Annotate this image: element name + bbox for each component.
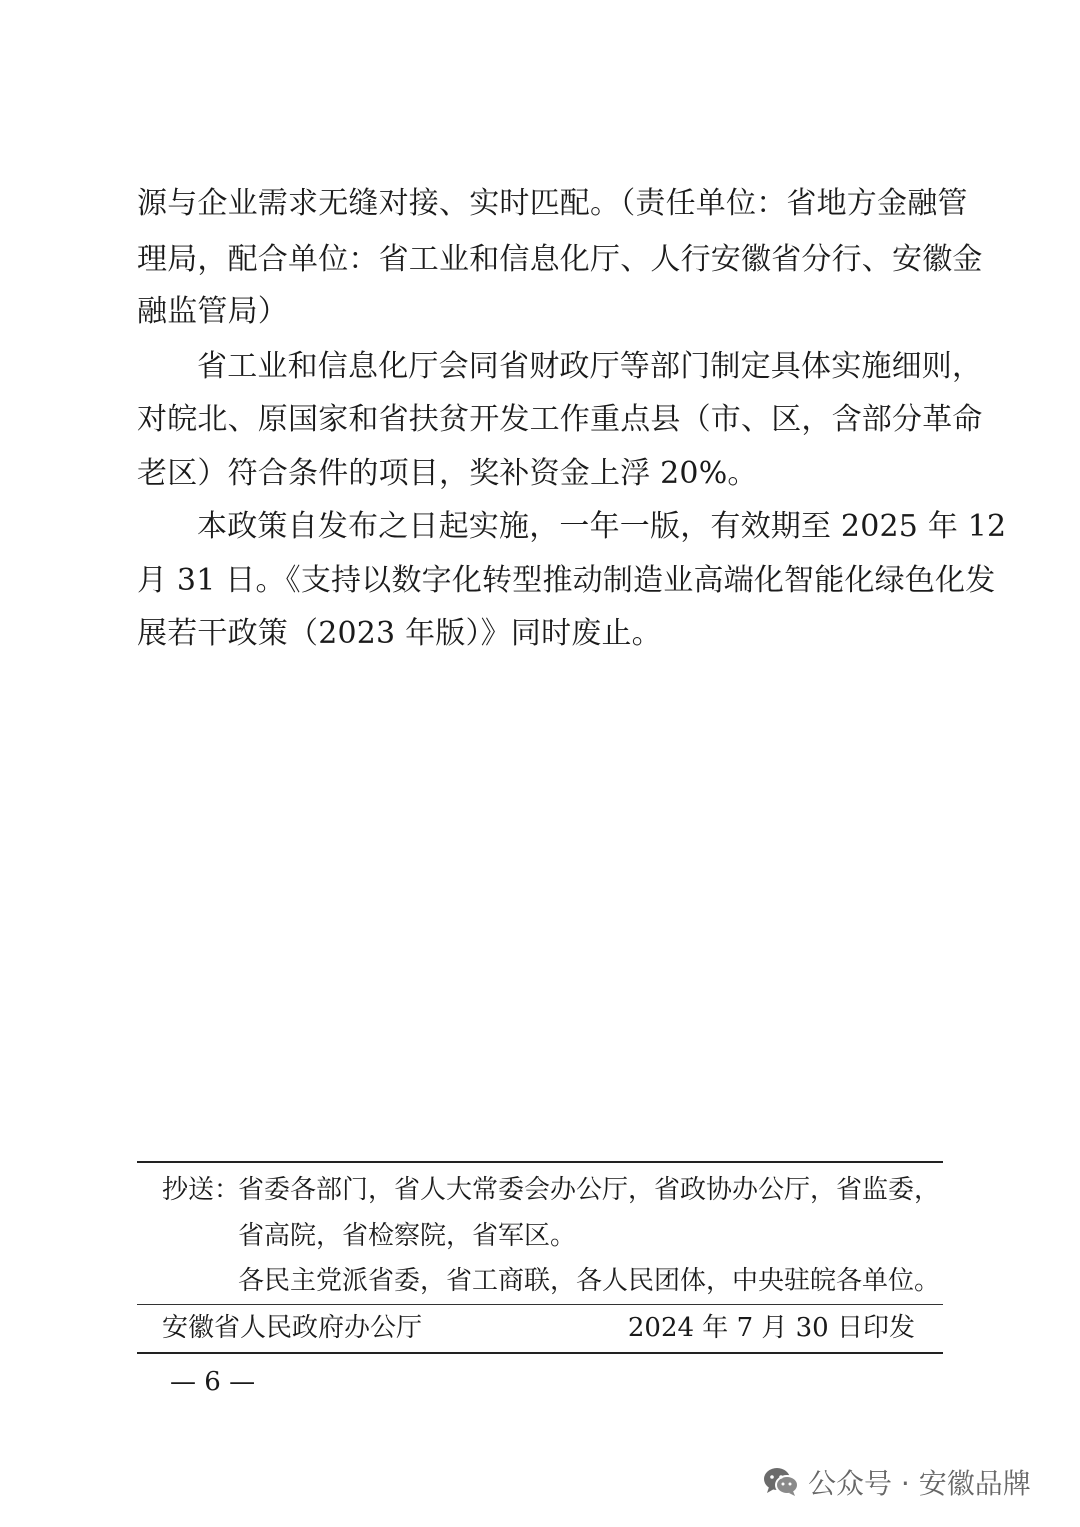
page-number: — 6 — <box>170 1367 256 1397</box>
wechat-watermark <box>762 1460 1031 1504</box>
cc-middle-rule <box>137 1304 943 1305</box>
body-line-8: 月 31 日。《支持以数字化转型推动制造业高端化智能化绿色化发 <box>137 563 996 598</box>
body-line-1: 源与企业需求无缝对接、实时匹配。（责任单位：省地方金融管 <box>137 186 968 221</box>
cc-line-1: 省委各部门，省人大常委会办公厅，省政协办公厅，省监委， <box>238 1175 941 1205</box>
body-line-9: 展若干政策（2023 年版）》同时废止。 <box>137 616 662 651</box>
cc-top-rule <box>137 1161 943 1163</box>
body-line-3: 融监管局） <box>137 294 288 329</box>
issuer-name: 安徽省人民政府办公厅 <box>162 1313 423 1343</box>
watermark-text: 公众号 · 安徽品牌 <box>808 1467 1031 1500</box>
body-line-4: 省工业和信息化厅会同省财政厅等部门制定具体实施细则， <box>197 349 983 384</box>
body-line-7: 本政策自发布之日起实施，一年一版，有效期至 2025 年 12 <box>197 509 1007 544</box>
cc-line-3: 各民主党派省委，省工商联，各人民团体，中央驻皖各单位。 <box>238 1266 941 1296</box>
cc-bottom-rule <box>137 1352 943 1354</box>
body-line-2: 理局，配合单位：省工业和信息化厅、人行安徽省分行、安徽金 <box>137 242 983 277</box>
body-line-6: 老区）符合条件的项目，奖补资金上浮 20%。 <box>137 456 758 491</box>
cc-line-2: 省高院，省检察院，省军区。 <box>238 1221 577 1251</box>
body-line-5: 对皖北、原国家和省扶贫开发工作重点县（市、区，含部分革命 <box>137 402 983 437</box>
cc-label: 抄送： <box>162 1175 241 1205</box>
wechat-icon <box>762 1465 800 1499</box>
issue-date: 2024 年 7 月 30 日印发 <box>627 1313 915 1343</box>
